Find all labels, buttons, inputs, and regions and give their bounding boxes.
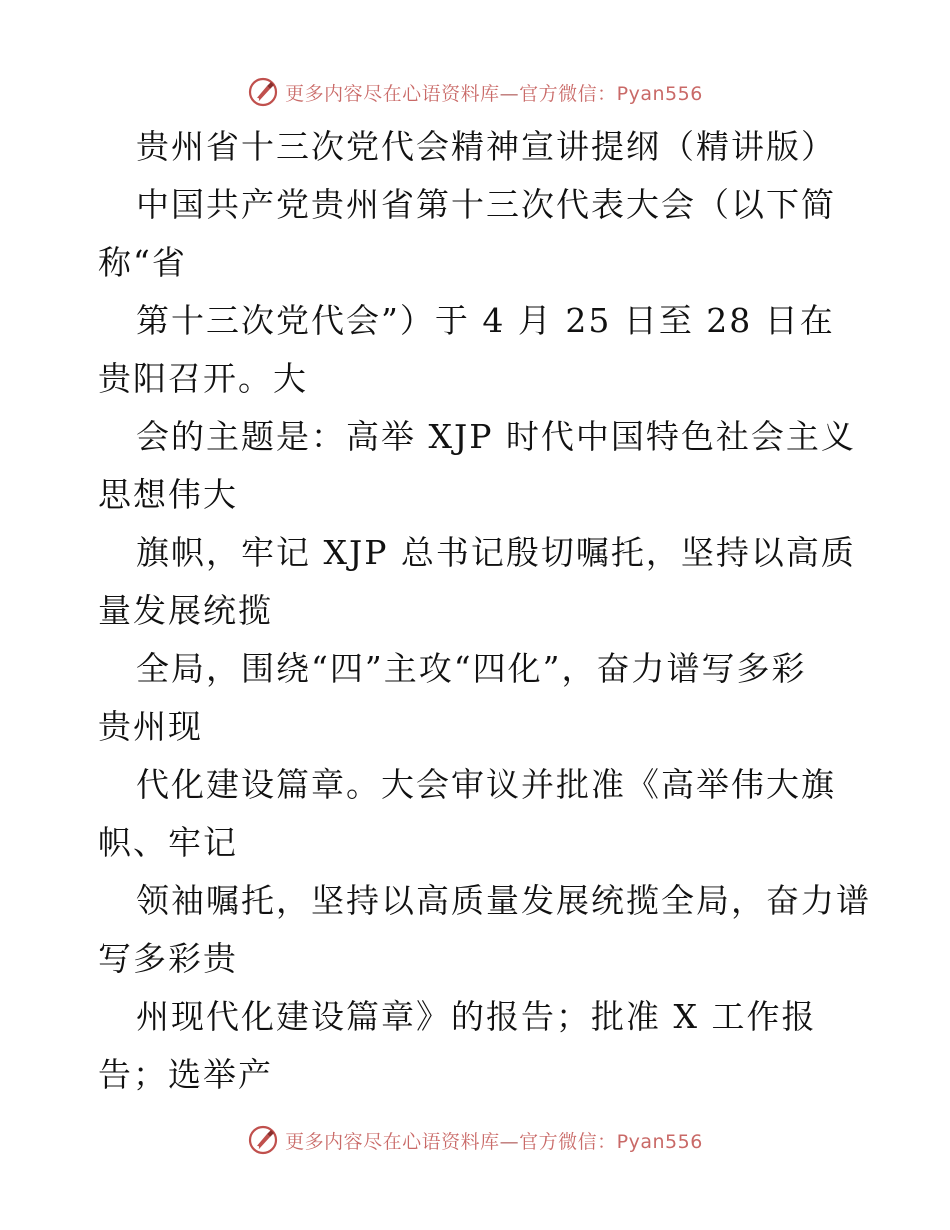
document-line: 量发展统揽	[98, 591, 273, 630]
footer-watermark-banner	[0, 1120, 950, 1160]
document-line: 会的主题是：高举 XJP 时代中国特色社会主义	[136, 417, 856, 456]
banner-inner	[247, 1124, 703, 1156]
document-line: 写多彩贵	[98, 939, 238, 978]
document-line: 代化建设篇章。大会审议并批准《高举伟大旗	[136, 765, 836, 804]
banner-text: 更多内容尽在心语资料库—官方微信：Pyan556	[285, 82, 703, 105]
document-line: 帜、牢记	[98, 823, 238, 862]
document-line: 贵州现	[98, 707, 203, 746]
document-line: 州现代化建设篇章》的报告；批准 X 工作报	[136, 997, 817, 1036]
document-body	[98, 118, 871, 1104]
document-line: 全局，围绕“四”主攻“四化”，奋力谱写多彩	[136, 649, 807, 688]
document-line: 告；选举产	[98, 1055, 273, 1094]
document-line: 第十三次党代会”）于 4 月 25 日至 28 日在	[136, 301, 835, 340]
document-line: 称“省	[98, 243, 187, 282]
pen-circle-logo-icon	[247, 1124, 279, 1156]
document-line: 中国共产党贵州省第十三次代表大会（以下简	[136, 185, 836, 224]
document-line: 贵阳召开。大	[98, 359, 308, 398]
pen-circle-logo-icon	[247, 76, 279, 108]
header-watermark-banner	[0, 72, 950, 112]
document-line: 贵州省十三次党代会精神宣讲提纲（精讲版）	[136, 127, 836, 166]
document-line: 领袖嘱托，坚持以高质量发展统揽全局，奋力谱	[136, 881, 871, 920]
document-line: 思想伟大	[98, 475, 238, 514]
banner-inner	[247, 76, 703, 108]
document-line: 旗帜，牢记 XJP 总书记殷切嘱托，坚持以高质	[136, 533, 856, 572]
banner-text: 更多内容尽在心语资料库—官方微信：Pyan556	[285, 1130, 703, 1153]
